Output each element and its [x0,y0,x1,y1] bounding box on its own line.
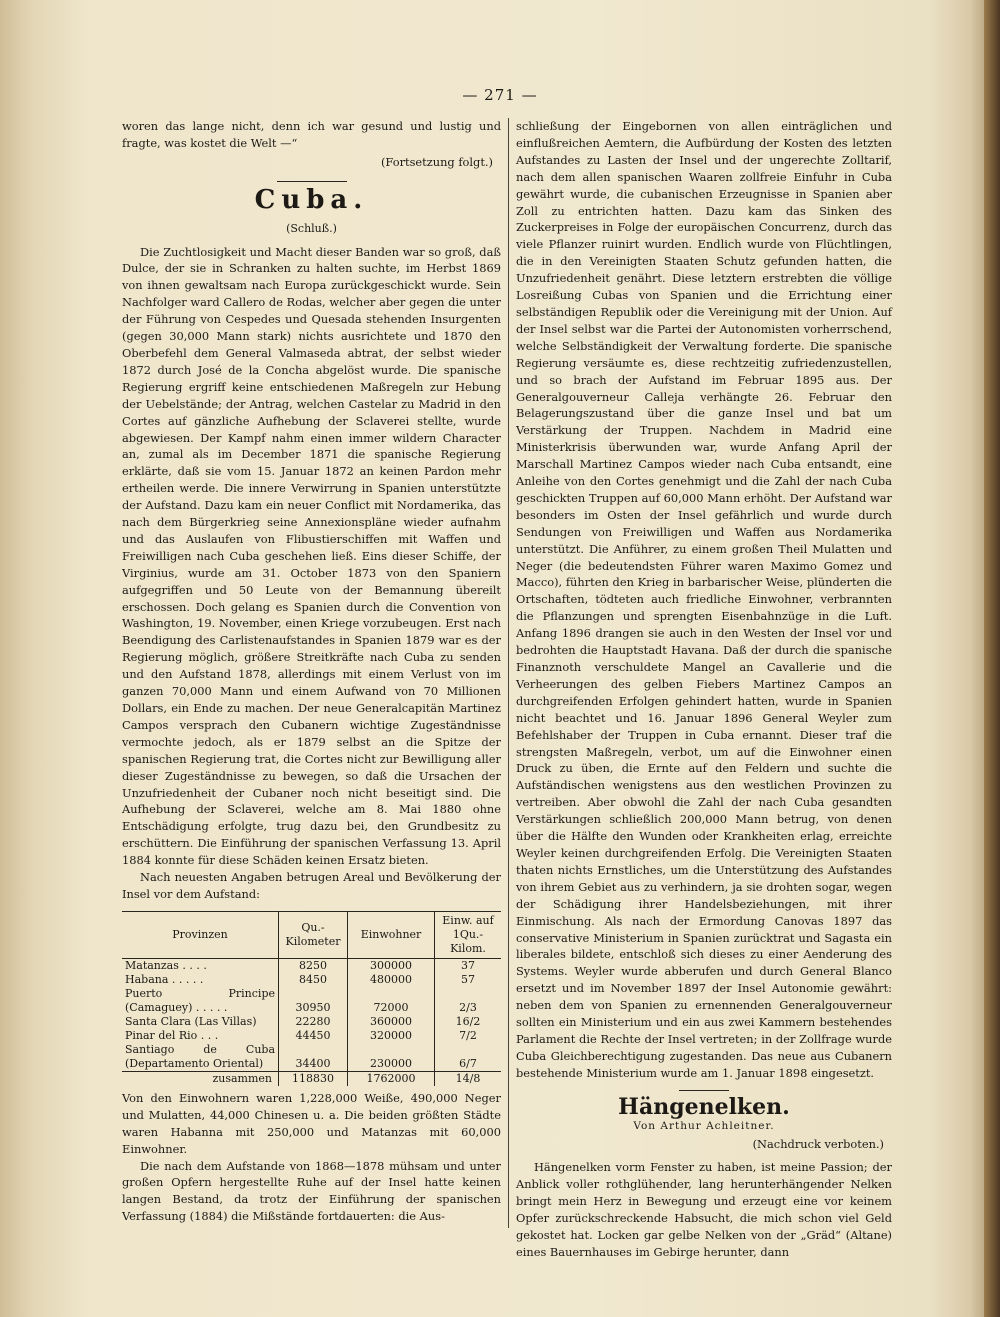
area-value: 30950 [279,987,348,1015]
population-value: 320000 [348,1029,435,1043]
table-row [122,1015,501,1029]
total-density: 14/8 [435,1071,502,1086]
density-value: 37 [435,958,502,973]
province-name: Santa Clara (Las Villas) [125,1014,257,1028]
area-value: 8250 [279,958,348,973]
area-value: 34400 [279,1043,348,1072]
author-byline: Von Arthur Achleitner. [633,1119,775,1132]
province-name: Santiago de Cuba (Departamento Oriental) [125,1042,275,1070]
population-value: 230000 [348,1043,435,1072]
table-row [122,987,501,1015]
left-column [122,118,501,1225]
population-value: 72000 [348,987,435,1015]
reprint-note: (Nachdruck verboten.) [752,1137,884,1152]
density-value: 57 [435,973,502,987]
area-value: 44450 [279,1029,348,1043]
table-header-row [122,911,501,958]
right-column [516,118,892,1261]
province-name: Habana . . . . . [125,972,204,986]
continuation-note: (Fortsetzung folgt.) [380,154,493,169]
population-value: 300000 [348,958,435,973]
section-divider [277,181,347,182]
density-value: 6/7 [435,1043,502,1072]
article-subtitle: (Schluß.) [286,221,337,235]
area-value: 8450 [279,973,348,987]
column-divider [508,118,509,1228]
table-header: Einw. auf 1Qu.-Kilom. [435,911,502,958]
population-value: 480000 [348,973,435,987]
intro-paragraph: woren das lange nicht, denn ich war gesund und lustig und fragte, was kostet die Welt —“ [122,119,501,150]
province-name: Pinar del Rio . . . [125,1028,219,1042]
table-row [122,1043,501,1072]
table-header: Qu.-Kilometer [279,911,348,958]
body-paragraph: Die nach dem Aufstande von 1868—1878 mühsam und unter großen Opfern hergestellte Ruhe auf der Insel hatte keinen langen Bestand, da trotz der Einführung der spanischen Verfassung (1884) die Mißstände fortdauerten: die Aus- [122,1158,501,1224]
table-header: Provinzen [122,911,279,958]
province-name: Puerto Principe (Camaguey) . . . . . [125,986,275,1014]
total-label: zusammen [122,1071,279,1086]
density-value: 7/2 [435,1029,502,1043]
body-paragraph: Die Zuchtlosigkeit und Macht dieser Banden war so groß, daß Dulce, der sie in Schranken zu halten suchte, im Herbst 1869 von ihnen gewaltsam nach Europa zurückgeschickt wurde. Sein Nachfolger ward Callero de Rodas, welcher aber gegen die unter der Führung von Cespedes und Quesada stehenden Insurgenten (gegen 30,000 Mann stark) nichts ausrichtete und 1870 den Oberbefehl dem General Valmaseda abtrat, der selbst wieder 1872 durch José de la Concha abgelöst wurde. Die spanische Regierung ergriff keine entschiedenen Maßregeln zur Hebung der Uebelstände; der Antrag, welchen Castelar zu Madrid in den Cortes auf gänzliche Aufhebung der Sclaverei stellte, wurde abgewiesen. Der Kampf nahm einen immer wildern Character an, zumal als im December 1871 die spanische Regierung erklärte, daß sie vom 15. Januar 1872 an keinen Pardon mehr ertheilen werde. Die innere Verwirrung in Spanien unterstützte der Aufstand. Dazu kam ein neuer Conflict mit Nordamerika, das nach dem Bürgerkrieg seine Annexionspläne wieder aufnahm und das Auslaufen von Flibustierschiffen mit Waffen und Freiwilligen nach Cuba geschehen ließ. Eins dieser Schiffe, der Virginius, wurde am 31. October 1873 von den Spaniern aufgegriffen und 50 Leute von der Bemannung übereilt erschossen. Doch gelang es Spanien durch die Convention von Washington, 19. November, einen Kriege vorzubeugen. Erst nach Beendigung des Carlistenaufstandes in Spanien 1879 war es der Regierung möglich, größere Streitkräfte nach Cuba zu senden und den Aufstand 1878, allerdings mit einem Verlust von im ganzen 70,000 Mann und einem Aufwand von 70 Millionen Dollars, ein Ende zu machen. Der neue Generalcapitän Martinez Campos versprach den Cubanern wichtige Zugeständnisse vermochte jedoch, als er 1879 selbst an die Spitze der spanischen Regierung trat, die Cortes nicht zur Bewilligung aller dieser Zugeständnisse zu bewegen, so daß die Ursachen der Unzufriedenheit der Cubaner noch nicht beseitigt sind. Die Aufhebung der Sclaverei, welche am 8. Mai 1880 ohne Entschädigung erfolgte, trug dazu bei, den Grundbesitz zu erschüttern. Die Einführung der spanischen Verfassung 13. April 1884 konnte für diese Schäden keinen Ersatz bieten. [122,244,501,868]
table-row [122,973,501,987]
table-total-row [122,1071,501,1086]
section-divider [679,1090,729,1091]
story-paragraph: Hängenelken vorm Fenster zu haben, ist meine Passion; der Anblick voller rothglühender, lang herunterhängender Nelken bringt mein Herz in Bewegung und erzeugt eine vor keinem Opfer zurückschreckende Habsucht, die mich schon viel Geld gekostet hat. Locken gar gelbe Nelken von der „Gräd“ (Altane) eines Bauernhauses im Gebirge herunter, dann [516,1160,892,1259]
article-title: Cuba. [254,184,369,215]
story-title: Hängenelken. [618,1093,790,1120]
table-header: Einwohner [348,911,435,958]
table-row [122,958,501,973]
body-paragraph: Von den Einwohnern waren 1,228,000 Weiße, 490,000 Neger und Mulatten, 44,000 Chinesen u. a. Die beiden größten Städte waren Habanna mit 250,000 und Matanzas mit 60,000 Einwohner. [122,1090,501,1156]
total-area: 118830 [279,1071,348,1086]
density-value: 2/3 [435,987,502,1015]
province-name: Matanzas . . . . [125,958,207,972]
density-value: 16/2 [435,1015,502,1029]
area-value: 22280 [279,1015,348,1029]
body-paragraph: Nach neuesten Angaben betrugen Areal und Bevölkerung der Insel vor dem Aufstand: [122,870,501,901]
book-binding-edge [984,0,1000,1317]
table-row [122,1029,501,1043]
population-table [122,911,501,1086]
page-number: — 271 — [462,86,538,104]
body-paragraph: schließung der Eingebornen von allen einträglichen und einflußreichen Aemtern, die Aufbürdung der Kosten des letzten Aufstandes zu Lasten der Insel und der ungerechte Zolltarif, nach dem allen spanischen Waaren zollfreie Einfuhr in Cuba gewährt wurde, die cubanischen Erzeugnisse in Spanien aber Zoll zu entrichten hatten. Dazu kam das Sinken des Zuckerpreises in Folge der europäischen Concurrenz, durch das viele Pflanzer ruinirt wurden. Endlich wurde von Flüchtlingen, die in den Vereinigten Staaten Schutz gefunden hatten, die Unzufriedenheit genährt. Diese letztern erstrebten die völlige Losreißung Cubas von Spanien und die Errichtung einer selbständigen Republik oder die Vereinigung mit der Union. Auf der Insel selbst war die Partei der Autonomisten vorherrschend, welche Selbständigkeit der Verwaltung forderte. Die spanische Regierung versäumte es, diese rechtzeitig zufriedenzustellen, und so brach der Aufstand im Februar 1895 aus. Der Generalgouverneur Calleja verhängte 26. Februar den Belagerungszustand über die ganze Insel und bat um Verstärkung der Truppen. Nachdem in Madrid eine Ministerkrisis überwunden war, wurde Anfang April der Marschall Martinez Campos wieder nach Cuba entsandt, eine Anleihe von den Cortes genehmigt und die Zahl der nach Cuba geschickten Truppen auf 60,000 Mann erhöht. Der Aufstand war besonders im Osten der Insel gefährlich und wurde durch Sendungen von Freiwilligen und Waffen aus Nordamerika unterstützt. Die Anführer, zu einem großen Theil Mulatten und Neger (die bedeutendsten Führer waren Maximo Gomez und Macco), führten den Krieg in barbarischer Weise, plünderten die Ortschaften, tödteten auch friedliche Einwohner, verbrannten die Pflanzungen und sprengten Eisenbahnzüge in die Luft. Anfang 1896 drangen sie auch in den Westen der Insel vor und bedrohten die Hauptstadt Havana. Daß der durch die spanische Finanznoth verschuldete Mangel an Cavallerie und die Verheerungen des gelben Fiebers Martinez Campos an durchgreifenden Erfolgen gehindert hatten, wurde in Spanien nicht beachtet und 16. Januar 1896 General Weyler zum Befehlshaber der Truppen in Cuba ernannt. Dieser traf die strengsten Maßregeln, verbot, um auf die Einwohner einen Druck zu üben, die Ernte auf den Feldern und suchte die Aufständischen wenigstens aus den westlichen Provinzen zu vertreiben. Aber obwohl die Zahl der nach Cuba gesandten Verstärkungen schließlich 200,000 Mann betrug, von denen über die Hälfte den Wunden oder Krankheiten erlag, erreichte Weyler keinen durchgreifenden Erfolg. Die Vereinigten Staaten thaten nichts Ernstliches, um die Unterstützung des Aufstandes von ihrem Gebiet aus zu verhindern, ja sie drohten sogar, wegen der Schädigung ihrer Handelsbeziehungen, mit ihrer Einmischung. Als nach der Ermordung Canovas 1897 das conservative Ministerium in Spanien zurücktrat und Sagasta ein liberales bildete, entschloß sich dieses zu einer Aenderung des Systems. Weyler wurde abberufen und durch General Blanco ersetzt und im November 1897 der Insel Autonomie gewährt: neben dem von Spanien zu ernennenden Generalgouverneur sollten ein Ministerium und ein aus zwei Kammern bestehendes Parlament die Rechte der Insel vertreten; in der Zollfrage wurde Cuba Gleichberechtigung zugestanden. Das neue aus Cubanern bestehende Ministerium wurde am 1. Januar 1898 eingesetzt. [516,119,892,1080]
population-value: 360000 [348,1015,435,1029]
total-population: 1762000 [348,1071,435,1086]
